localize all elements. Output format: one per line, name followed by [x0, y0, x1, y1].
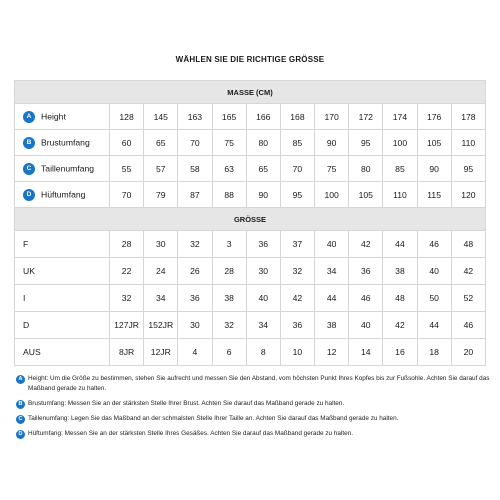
- table-cell: 80: [246, 130, 280, 156]
- table-cell: 4: [178, 339, 212, 366]
- badge-c-icon: C: [23, 163, 35, 175]
- badge-a-icon: A: [16, 375, 25, 384]
- table-cell: 34: [246, 312, 280, 339]
- table-cell: 174: [383, 104, 417, 130]
- row-label: [15, 104, 110, 130]
- measurement-row: [15, 104, 486, 130]
- table-cell: 166: [246, 104, 280, 130]
- table-cell: 32: [178, 231, 212, 258]
- table-cell: 36: [178, 285, 212, 312]
- row-label: [15, 339, 110, 366]
- row-label-text: AUS: [23, 347, 41, 357]
- table-cell: 10: [280, 339, 314, 366]
- table-cell: 40: [417, 258, 451, 285]
- table-cell: 85: [280, 130, 314, 156]
- table-cell: 172: [349, 104, 383, 130]
- table-cell: 90: [417, 156, 451, 182]
- measurement-row: [15, 182, 486, 208]
- table-cell: 40: [349, 312, 383, 339]
- table-cell: 152JR: [144, 312, 178, 339]
- badge-d-icon: D: [23, 189, 35, 201]
- table-cell: 30: [144, 231, 178, 258]
- measurement-row: [15, 156, 486, 182]
- table-cell: 42: [383, 312, 417, 339]
- size-row: [15, 312, 486, 339]
- row-label-text: I: [23, 293, 26, 303]
- badge-d-icon: D: [16, 430, 25, 439]
- table-cell: 32: [212, 312, 246, 339]
- table-cell: 95: [280, 182, 314, 208]
- note-item: [16, 399, 494, 409]
- table-cell: 85: [383, 156, 417, 182]
- table-cell: 168: [280, 104, 314, 130]
- table-cell: 44: [383, 231, 417, 258]
- table-cell: 8: [246, 339, 280, 366]
- row-label-text: Height: [41, 110, 66, 121]
- table-cell: 14: [349, 339, 383, 366]
- note-item: [16, 374, 494, 394]
- table-cell: 32: [280, 258, 314, 285]
- table-cell: 57: [144, 156, 178, 182]
- table-cell: 26: [178, 258, 212, 285]
- table-cell: 65: [246, 156, 280, 182]
- table-cell: 48: [451, 231, 485, 258]
- badge-b-icon: B: [23, 137, 35, 149]
- table-cell: 38: [315, 312, 349, 339]
- table-cell: 88: [212, 182, 246, 208]
- table-cell: 79: [144, 182, 178, 208]
- table-cell: 145: [144, 104, 178, 130]
- table-cell: 46: [349, 285, 383, 312]
- note-text: Height: Um die Größe zu bestimmen, stehen Sie aufrecht und messen Sie den Abstand, vom höchsten Punkt Ihres Kopfes bis zur Fußsohle. Achten Sie darauf das Maßband gerade zu halten.: [28, 375, 490, 392]
- row-label: [15, 312, 110, 339]
- size-chart-table: [14, 80, 486, 366]
- table-cell: 90: [246, 182, 280, 208]
- table-cell: 36: [280, 312, 314, 339]
- note-text: Taillenumfang: Legen Sie das Maßband an der schmalsten Stelle Ihrer Taille an. Achten Sie darauf das Maßband gerade zu halten.: [28, 415, 399, 422]
- table-cell: 170: [315, 104, 349, 130]
- table-cell: 80: [349, 156, 383, 182]
- table-cell: 178: [451, 104, 485, 130]
- table-cell: 63: [212, 156, 246, 182]
- table-cell: 65: [144, 130, 178, 156]
- table-cell: 28: [212, 258, 246, 285]
- row-label-text: D: [23, 320, 30, 330]
- note-text: Hüftumfang: Messen Sie an der stärksten Stelle Ihres Gesäßes. Achten Sie darauf das Maßband gerade zu halten.: [28, 430, 354, 437]
- table-cell: 12JR: [144, 339, 178, 366]
- table-cell: 95: [349, 130, 383, 156]
- table-cell: 70: [110, 182, 144, 208]
- measurement-row: [15, 130, 486, 156]
- note-text: Brustumfang: Messen Sie an der stärksten Stelle Ihrer Brust. Achten Sie darauf das Maßband gerade zu halten.: [28, 400, 345, 407]
- table-cell: 110: [451, 130, 485, 156]
- table-cell: 24: [144, 258, 178, 285]
- table-cell: 32: [110, 285, 144, 312]
- table-cell: 52: [451, 285, 485, 312]
- table-cell: 20: [451, 339, 485, 366]
- table-cell: 12: [315, 339, 349, 366]
- table-cell: 16: [383, 339, 417, 366]
- sizes-header: [15, 208, 486, 231]
- table-cell: 163: [178, 104, 212, 130]
- size-row: [15, 339, 486, 366]
- table-cell: 36: [349, 258, 383, 285]
- table-cell: 18: [417, 339, 451, 366]
- table-cell: 22: [110, 258, 144, 285]
- table-cell: 42: [451, 258, 485, 285]
- row-label-text: Brustumfang: [41, 136, 90, 147]
- row-label-text: Hüftumfang: [41, 188, 86, 199]
- row-label: [15, 285, 110, 312]
- table-cell: 28: [110, 231, 144, 258]
- table-cell: 90: [315, 130, 349, 156]
- table-cell: 8JR: [110, 339, 144, 366]
- note-item: [16, 429, 494, 439]
- table-cell: 40: [315, 231, 349, 258]
- table-cell: 75: [315, 156, 349, 182]
- row-label: [15, 182, 110, 208]
- table-cell: 46: [451, 312, 485, 339]
- table-cell: 110: [383, 182, 417, 208]
- table-cell: 42: [280, 285, 314, 312]
- table-cell: 120: [451, 182, 485, 208]
- table-cell: 75: [212, 130, 246, 156]
- row-label-text: F: [23, 239, 29, 249]
- table-cell: 34: [144, 285, 178, 312]
- row-label: [15, 258, 110, 285]
- badge-a-icon: A: [23, 111, 35, 123]
- table-cell: 105: [417, 130, 451, 156]
- page-title: WÄHLEN SIE DIE RICHTIGE GRÖSSE: [175, 55, 325, 64]
- table-cell: 6: [212, 339, 246, 366]
- table-cell: 40: [246, 285, 280, 312]
- table-cell: 42: [349, 231, 383, 258]
- table-cell: 58: [178, 156, 212, 182]
- table-cell: 38: [212, 285, 246, 312]
- table-cell: 95: [451, 156, 485, 182]
- table-cell: 30: [246, 258, 280, 285]
- row-label: [15, 156, 110, 182]
- table-cell: 44: [417, 312, 451, 339]
- table-cell: 38: [383, 258, 417, 285]
- table-cell: 70: [280, 156, 314, 182]
- table-cell: 176: [417, 104, 451, 130]
- table-cell: 34: [315, 258, 349, 285]
- table-cell: 100: [383, 130, 417, 156]
- table-cell: 46: [417, 231, 451, 258]
- table-cell: 60: [110, 130, 144, 156]
- table-cell: 87: [178, 182, 212, 208]
- row-label: [15, 231, 110, 258]
- measurements-header: [15, 81, 486, 104]
- table-cell: 100: [315, 182, 349, 208]
- table-cell: 48: [383, 285, 417, 312]
- table-cell: 105: [349, 182, 383, 208]
- row-label: [15, 130, 110, 156]
- table-cell: 30: [178, 312, 212, 339]
- sizes-header-label: GRÖSSE: [15, 208, 486, 231]
- measurement-notes: [16, 374, 494, 444]
- table-cell: 165: [212, 104, 246, 130]
- note-item: [16, 414, 494, 424]
- row-label-text: UK: [23, 266, 35, 276]
- table-cell: 44: [315, 285, 349, 312]
- row-label-text: Taillenumfang: [41, 162, 95, 173]
- table-cell: 128: [110, 104, 144, 130]
- table-cell: 3: [212, 231, 246, 258]
- measurements-header-label: MASSE (CM): [15, 81, 486, 104]
- table-cell: 127JR: [110, 312, 144, 339]
- size-row: [15, 285, 486, 312]
- table-cell: 55: [110, 156, 144, 182]
- table-cell: 70: [178, 130, 212, 156]
- table-cell: 50: [417, 285, 451, 312]
- table-cell: 37: [280, 231, 314, 258]
- badge-c-icon: C: [16, 415, 25, 424]
- badge-b-icon: B: [16, 400, 25, 409]
- size-row: [15, 258, 486, 285]
- table-cell: 115: [417, 182, 451, 208]
- table-cell: 36: [246, 231, 280, 258]
- size-row: [15, 231, 486, 258]
